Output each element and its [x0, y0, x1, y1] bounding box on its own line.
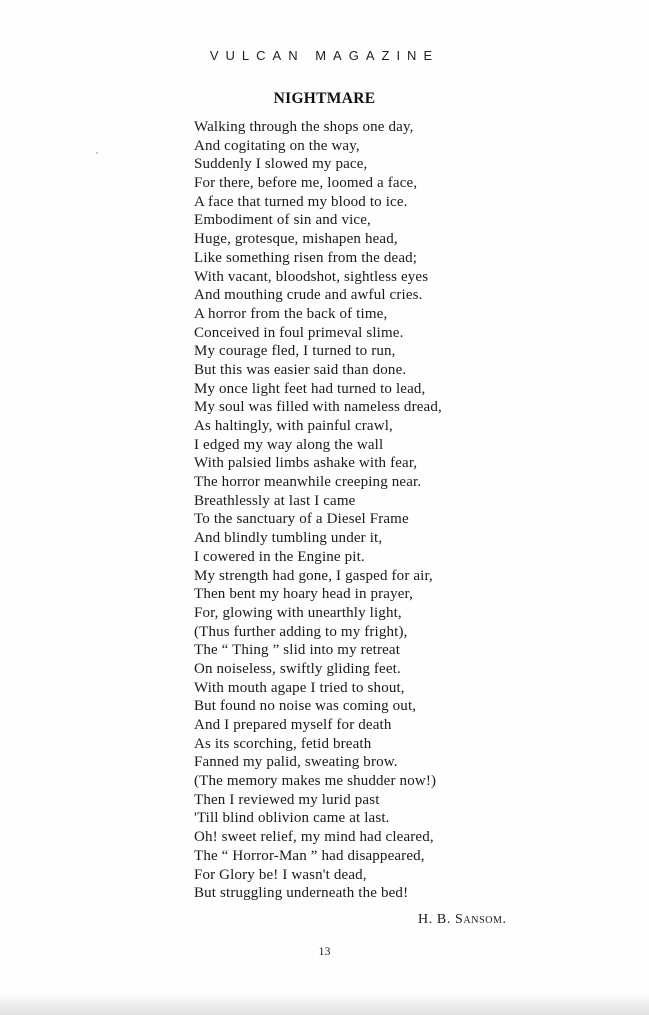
poem-line: My strength had gone, I gasped for air, — [194, 567, 433, 584]
poem-line: Like something risen from the dead; — [194, 249, 418, 266]
poem-line: For Glory be! I wasn't dead, — [194, 866, 367, 883]
poem-line: Embodiment of sin and vice, — [194, 212, 371, 229]
poem-line: Huge, grotesque, mishapen head, — [194, 231, 398, 248]
poem-line: Fanned my palid, sweating brow. — [194, 754, 398, 771]
poem-line: And I prepared myself for death — [194, 717, 392, 733]
poem-line: (Thus further adding to my fright), — [194, 623, 408, 640]
poem-line: The “ Thing ” slid into my retreat — [194, 642, 401, 659]
poem-line: For, glowing with unearthly light, — [194, 604, 402, 621]
poem-line: On noiseless, swiftly gliding feet. — [194, 660, 401, 677]
poem-line: But struggling underneath the bed! — [194, 885, 409, 902]
poem-line: Then bent my hoary head in prayer, — [194, 586, 414, 603]
poem-line: I edged my way along the wall — [194, 436, 384, 453]
poem-line: Then I reviewed my lurid past — [194, 791, 380, 808]
poem-line: But found no noise was coming out, — [194, 698, 417, 715]
magazine-header: VULCAN MAGAZINE — [209, 48, 440, 63]
poem-line: And blindly tumbling under it, — [194, 530, 383, 547]
poem-title: NIGHTMARE — [273, 90, 376, 107]
poem-line: With vacant, bloodshot, sightless eyes — [194, 268, 429, 285]
poem-line: And cogitating on the way, — [194, 137, 360, 154]
poem-body — [194, 118, 524, 903]
poem-line: My once light feet had turned to lead, — [194, 380, 426, 397]
paper-speck — [96, 152, 98, 154]
poem-line: My soul was filled with nameless dread, — [194, 399, 442, 416]
poem-line: To the sanctuary of a Diesel Frame — [194, 511, 409, 528]
poem-line: But this was easier said than done. — [194, 361, 407, 378]
poem-line: With mouth agape I tried to shout, — [194, 679, 405, 696]
poem-line: Walking through the shops one day, — [194, 119, 414, 135]
poem-line: As its scorching, fetid breath — [194, 735, 372, 752]
page-bottom-shadow — [0, 993, 649, 1015]
poem-line: Breathlessly at last I came — [194, 492, 356, 509]
poem-line: I cowered in the Engine pit. — [194, 548, 365, 565]
poem-line: For there, before me, loomed a face, — [194, 175, 418, 192]
poem-line: As haltingly, with painful crawl, — [194, 418, 393, 434]
poem-line: My courage fled, I turned to run, — [194, 343, 396, 360]
poem-line: Conceived in foul primeval slime. — [194, 324, 404, 341]
poem-line: 'Till blind oblivion came at last. — [194, 810, 390, 827]
poem-line: The horror meanwhile creeping near. — [194, 474, 422, 491]
poem-line: Oh! sweet relief, my mind had cleared, — [194, 829, 434, 846]
poem-line: And mouthing crude and awful cries. — [194, 287, 423, 304]
poem-line: A horror from the back of time, — [194, 305, 388, 322]
page-number: 13 — [318, 944, 331, 958]
poem-line: The “ Horror-Man ” had disappeared, — [194, 847, 425, 864]
poem-line: Suddenly I slowed my pace, — [194, 156, 368, 173]
poem-line: (The memory makes me shudder now!) — [194, 773, 437, 790]
author-name: H. B. Sansom. — [418, 912, 507, 927]
poem-line: With palsied limbs ashake with fear, — [194, 455, 418, 472]
poem-author — [418, 912, 507, 928]
poem-line: A face that turned my blood to ice. — [194, 193, 408, 210]
